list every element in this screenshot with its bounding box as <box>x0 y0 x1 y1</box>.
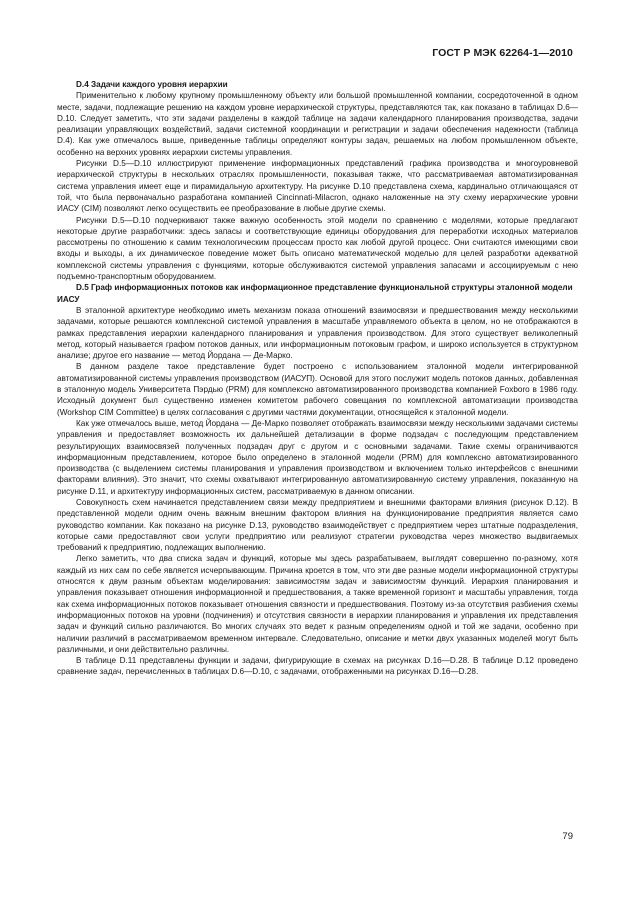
section-heading-d4: D.4 Задачи каждого уровня иерархии <box>76 80 228 89</box>
paragraph: Совокупность схем начинается представлением связи между предприятием и внешними факторами влияния (рисунок D.12). В представленной модели одним очень важным внешним фактором влияния на функционирование предприятия является само руководство компании. Как показано на рисунке D.13, руководство взаимодействует с предприятием через штатные подразделения, которые сами предоставляют свои услуги предприятию или реализуют стратегии руководства через множество выдвигаемых требований к предприятию, подлежащих выполнению. <box>57 497 578 553</box>
paragraph: В эталонной архитектуре необходимо иметь механизм показа отношений взаимосвязи и предшествования между несколькими задачами, которые решаются комплексной системой управления в масштабе управляемого объекта в целом, но не отображаются в рамках представления иерархии календарного планирования и управления производством. Для этого существует великолепный метод, который называется графом потоков данных, или информационным потоковым графом, и широко используется в структурном анализе; другое его название — метод Йордана — Де-Марко. <box>57 305 578 361</box>
paragraph: Легко заметить, что два списка задач и функций, которые мы здесь разрабатываем, выглядят совершенно по-разному, хотя каждый из них сам по себе является исчерпывающим. Причина кроется в том, что эти две разные модели информационной структуры относятся к двум разным объектам моделирования: зависимостям задач и зависимостям функций. Иерархия планирования и управления показывает отношения информационной и предшествования, а также временной горизонт и масштабы управления, тогда как схема информационных потоков показывает отношения связности и предшествования. Поэтому из-за отсутствия разбиения схемы информационных потоков на уровни (подчинения) и отсутствия связности в иерархии планирования и управления их представления задач и функций сильно различаются. Во многих случаях это ведет к разным определениям одной и той же задачи, особенно при наличии различий в рассматриваемом временном интервале. Следовательно, описание и метки двух указанных моделей могут быть различными, и они действительно различны. <box>57 554 578 654</box>
paragraph: Как уже отмечалось выше, метод Йордана — Де-Марко позволяет отображать взаимосвязи между несколькими задачами системы управления и предоставляет возможность их дальнейшей детализации в форме подзадач с последующим представлением результирующих взаимосвязей полученных подзадач друг с другом и с основными задачами. Такие схемы ограничиваются информационным представлением, которое было определено в эталонной модели (PRM) для комплексно автоматизированного производства (с выделением системы планирования и управления производством и включением только интерфейсов с внешними факторами влияния). Это значит, что схемы охватывают интегрированную автоматизированную систему управления, показанную на рисунке D.11, и архитектуру информационных систем, рассматриваемую в данном описании. <box>57 418 578 496</box>
paragraph: Применительно к любому крупному промышленному объекту или большой промышленной компании, сосредоточенной в одном месте, задачи, подлежащие решению на каждом уровне иерархической структуры, представляются так, как показано в таблицах D.6—D.10. Следует заметить, что эти задачи разделены в каждой таблице на задачи календарного планирования производства, задачи реализации управляющих воздействий, задачи системной координации и регистрации и задачи обеспечения надежности (таблица D.4). Как уже отмечалось выше, приведенные таблицы определяют контуры задач, решаемых на любом промышленном объекте, особенно на верхних уровнях иерархии системы управления. <box>57 91 578 157</box>
paragraph: В данном разделе такое представление будет построено с использованием эталонной модели интегрированной автоматизированной системы управления производством (ИАСУП). Основой для этого послужит модель потоков данных, добавленная в эталонную модель Университета Пэрдью (PRM) для комплексно автоматизированного производства компанией Foxboro в 1986 году. Исходный документ был существенно изменен комитетом рабочего совещания по комплексной автоматизации производства (Workshop CIM Committee) в целях согласования с другими частями документации, относящейся к эталонной модели. <box>57 362 578 417</box>
page-number: 79 <box>562 831 573 842</box>
paragraph: Рисунки D.5—D.10 подчеркивают также важную особенность этой модели по сравнению с моделями, которые предлагают некоторые другие разработчики: здесь запасы и соответствующие единицы оборудования для переработки исходных материалов рассмотрены по отношению к самим технологическим процессам просто как любой другой процесс. Они считаются имеющими свои входы и выходы, а их динамическое поведение может быть описано математической моделью для целей разработки адекватной комплексной системы управления с функциями, которые обслуживаются системой управления запасами и ассоциируемым с нею подъемно-транспортным оборудованием. <box>57 215 578 282</box>
section-heading-d5: D.5 Граф информационных потоков как информационное представление функциональной структуры эталонной модели ИАСУ <box>57 283 573 304</box>
paragraph: В таблице D.11 представлены функции и задачи, фигурирующие в схемах на рисунках D.16—D.28. В таблице D.12 проведено сравнение задач, перечисленных в таблицах D.6—D.10, с задачами, отображенными на рисунках D.16—D.28. <box>57 656 578 677</box>
paragraph: Рисунки D.5—D.10 иллюстрируют применение информационных представлений графика производства и многоуровневой иерархической структуры в нескольких отраслях промышленности, показывая также, что рассматриваемая автоматизированная система управления имеет еще и пирамидальную архитектуру. На рисунке D.10 представлена схема, кардинально отличающаяся от той, что была первоначально разработана компанией Cincinnati-Milacron, однако наложенные на эту схему иерархические уровни ИАСУ (CIM) позволяют легко осуществить ее преобразование в любые другие схемы. <box>57 159 578 214</box>
standard-number: ГОСТ Р МЭК 62264-1—2010 <box>432 47 573 59</box>
page-content <box>57 79 578 678</box>
